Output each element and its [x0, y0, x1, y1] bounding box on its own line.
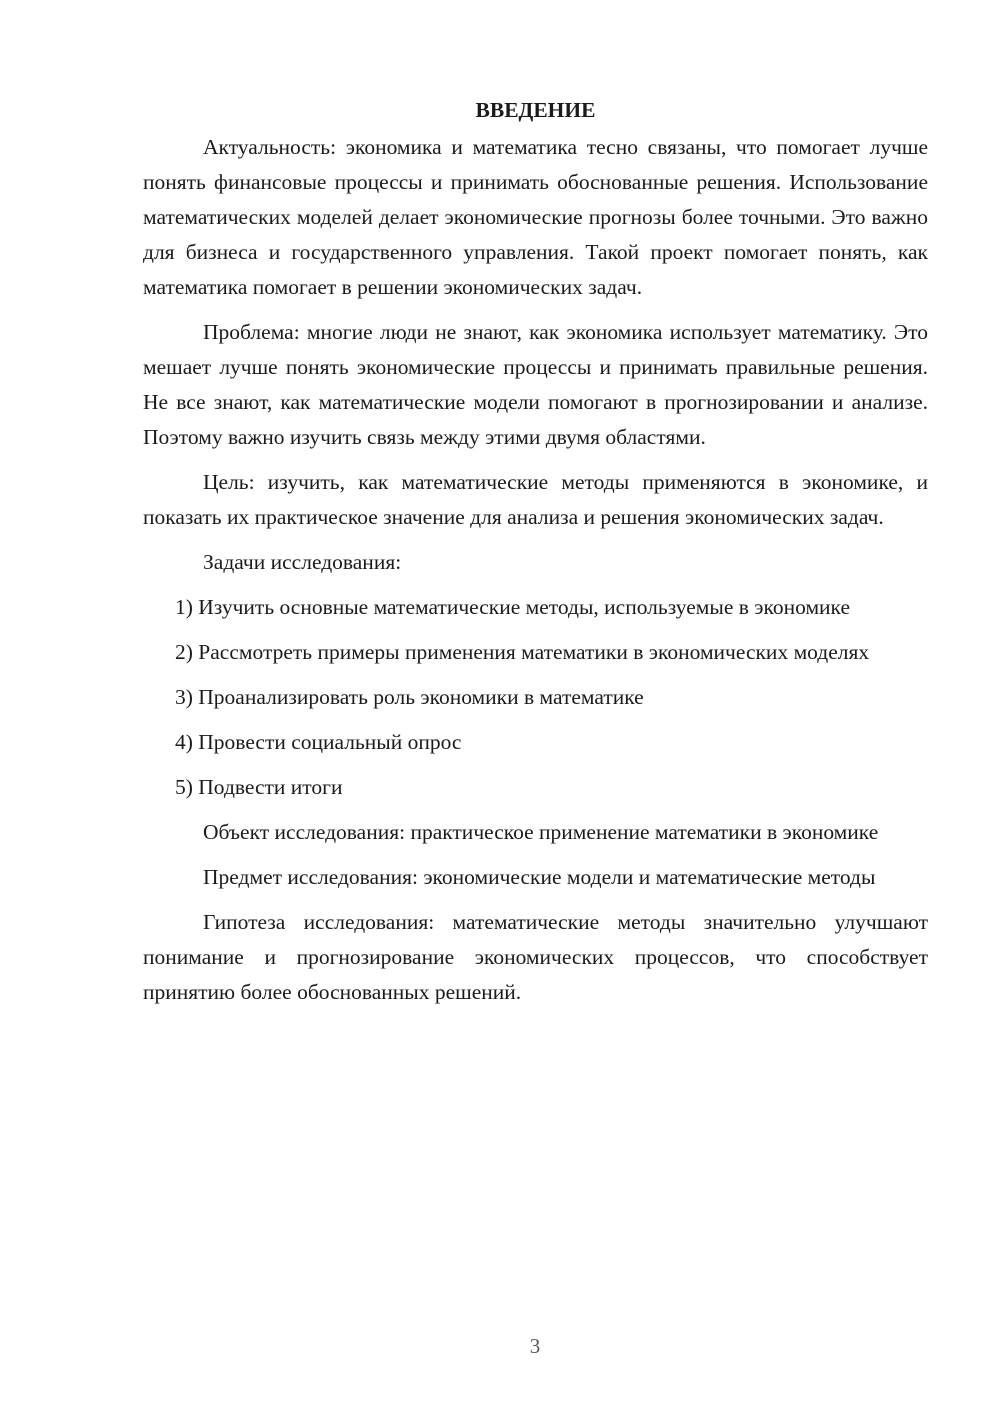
task-item-5: 5) Подвести итоги [175, 775, 343, 799]
section-title: ВВЕДЕНИЕ [475, 98, 596, 122]
goal-paragraph: Цель: изучить, как математические методы применяются в экономике, и показать их практическое значение для анализа и решения экономических задач. [143, 470, 928, 529]
hypothesis-paragraph: Гипотеза исследования: математические методы значительно улучшают понимание и прогнозирование экономических процессов, что способствует принятию более обоснованных решений. [143, 910, 928, 1004]
task-item-3: 3) Проанализировать роль экономики в математике [175, 685, 644, 709]
subject-paragraph: Предмет исследования: экономические модели и математические методы [203, 865, 876, 889]
problem-paragraph: Проблема: многие люди не знают, как экономика использует математику. Это мешает лучше понять экономические процессы и принимать правильные решения. Не все знают, как математические модели помогают в прогнозировании и анализе. Поэтому важно изучить связь между этими двумя областями. [143, 320, 928, 449]
page-number: 3 [529, 1334, 541, 1358]
relevance-paragraph: Актуальность: экономика и математика тесно связаны, что помогает лучше понять финансовые процессы и принимать обоснованные решения. Использование математических моделей делает экономические прогнозы более точными. Это важно для бизнеса и государственного управления. Такой проект помогает понять, как математика помогает в решении экономических задач. [143, 135, 928, 299]
task-item-4: 4) Провести социальный опрос [175, 730, 462, 754]
task-item-2: 2) Рассмотреть примеры применения математики в экономических моделях [175, 640, 870, 664]
task-item-1: 1) Изучить основные математические методы, используемые в экономике [175, 595, 851, 619]
document-body [143, 93, 928, 1010]
object-paragraph: Объект исследования: практическое применение математики в экономике [203, 820, 879, 844]
tasks-heading: Задачи исследования: [203, 550, 402, 574]
